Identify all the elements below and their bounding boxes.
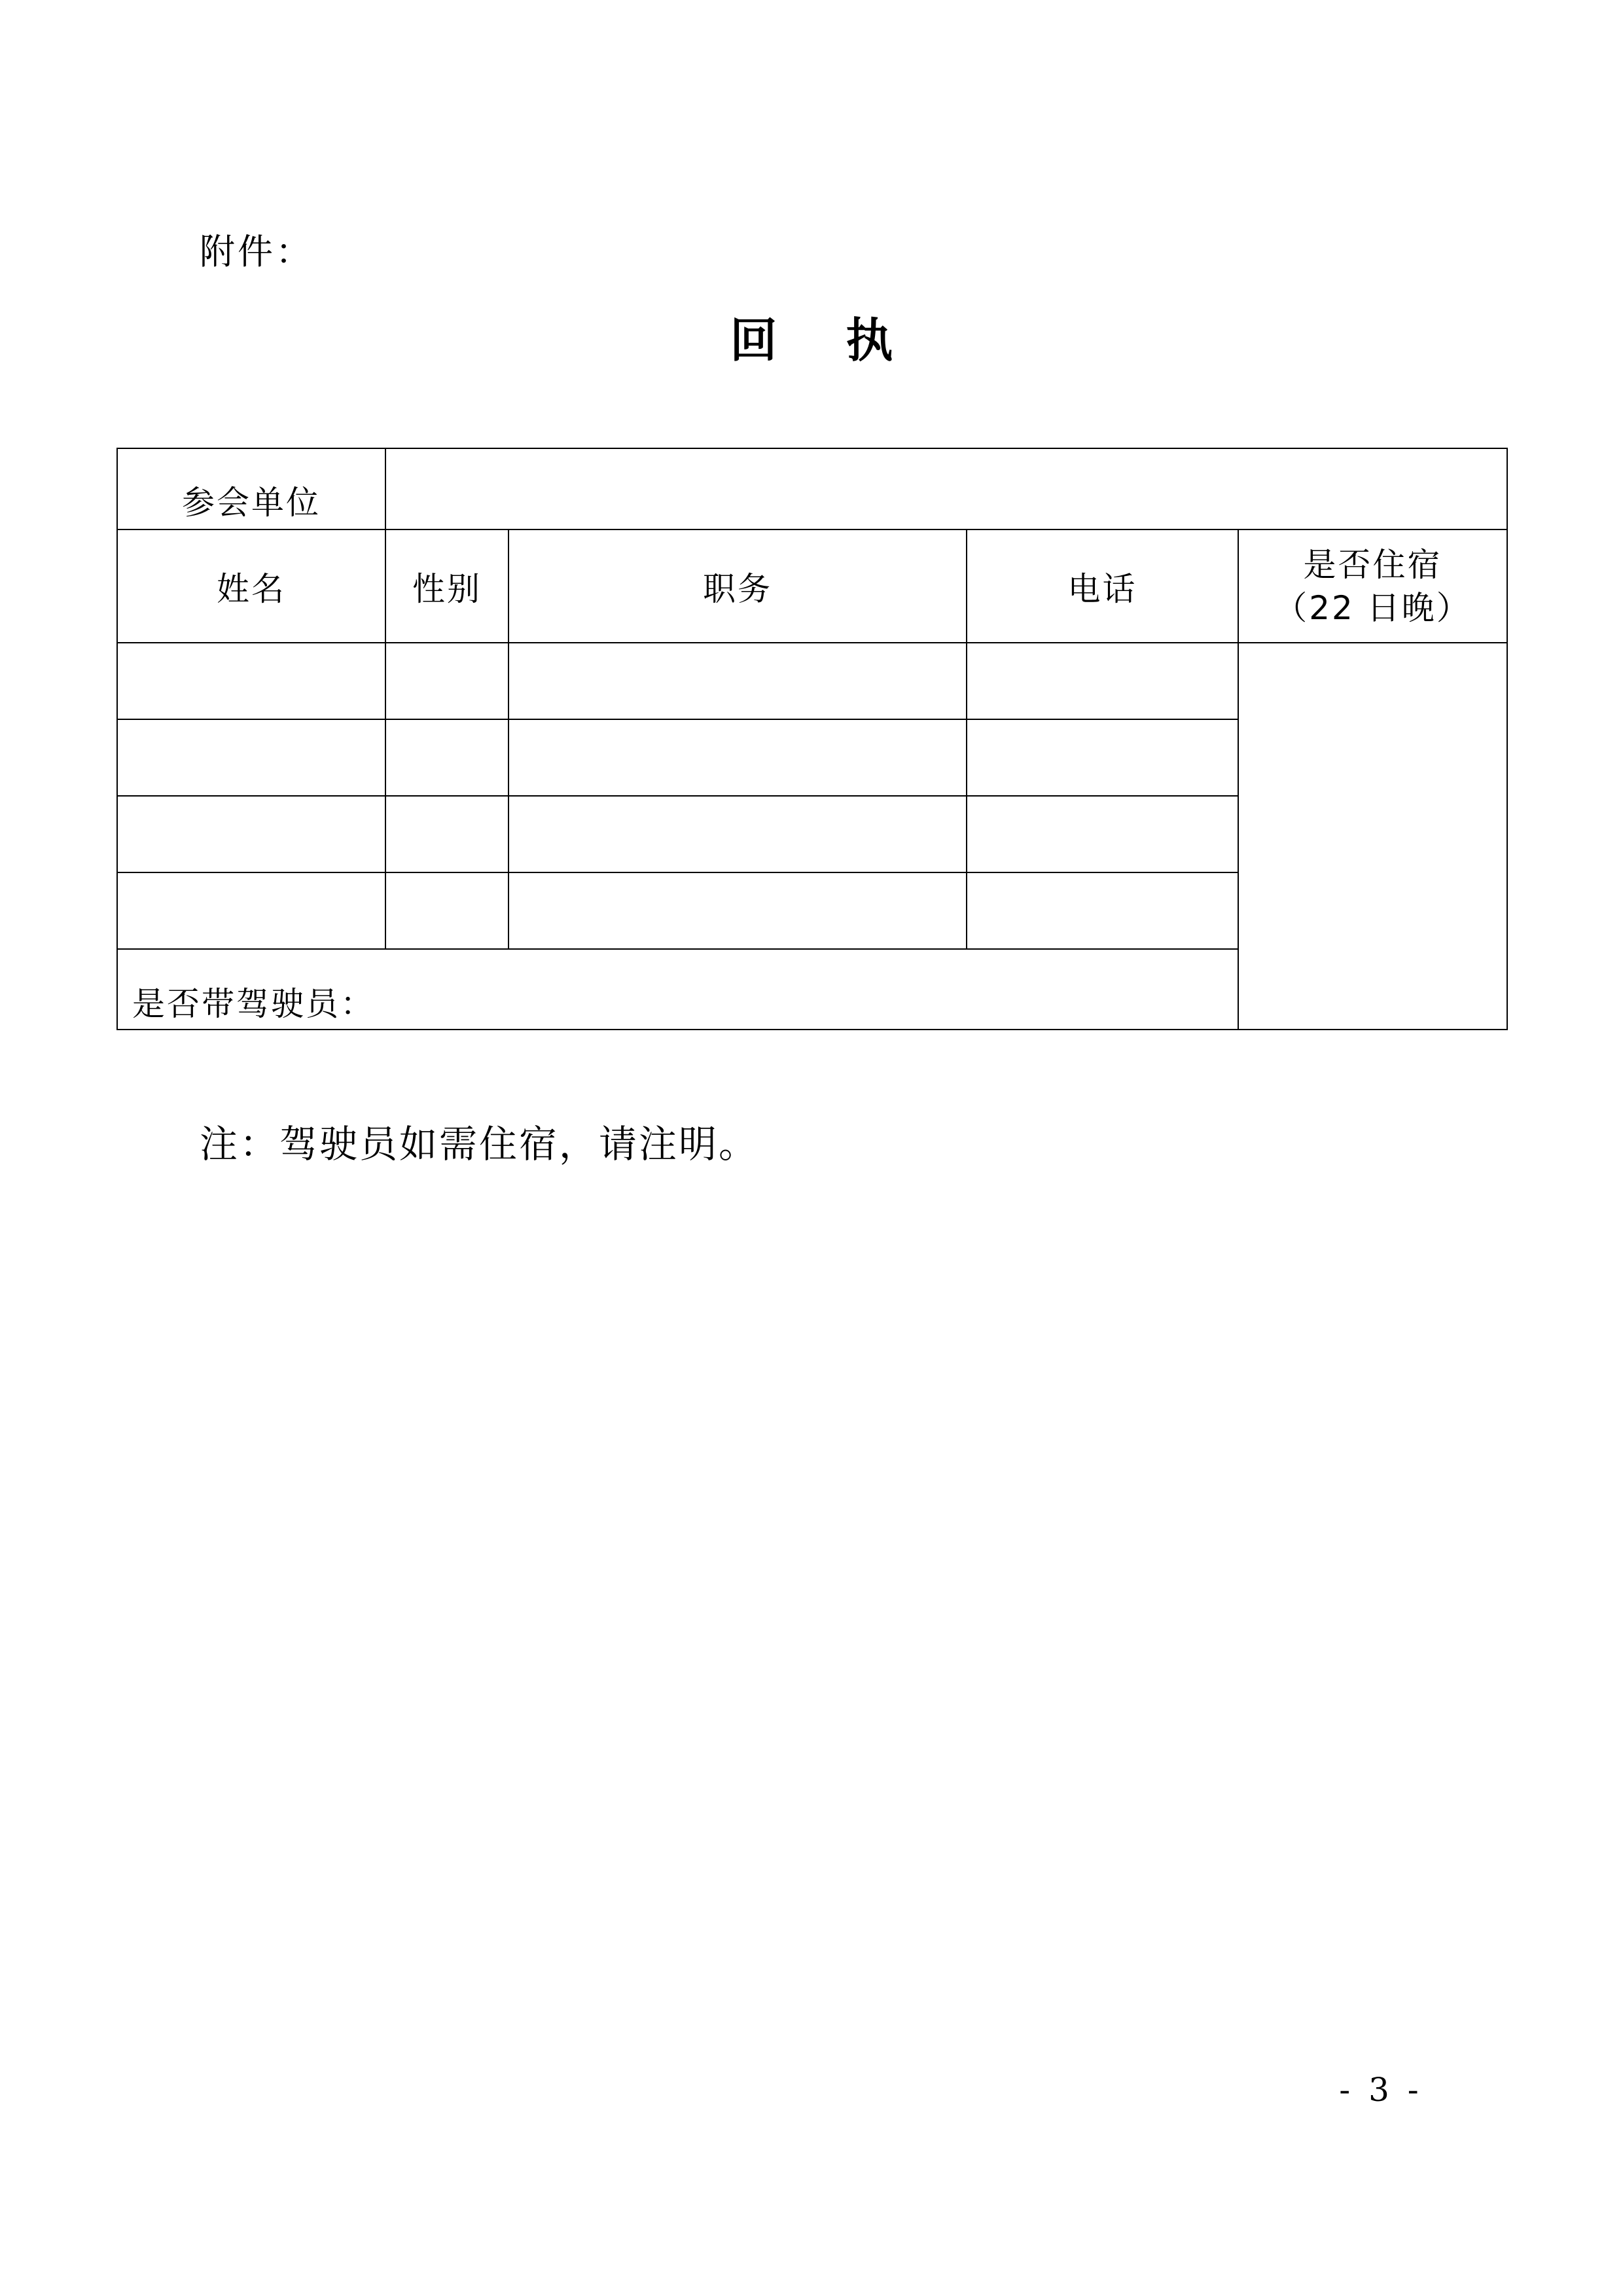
phone-cell[interactable] (967, 719, 1238, 796)
position-cell[interactable] (508, 872, 967, 949)
header-phone: 电话 (967, 529, 1238, 643)
name-cell[interactable] (117, 719, 385, 796)
table-row (117, 643, 1507, 719)
name-cell[interactable] (117, 796, 385, 872)
position-cell[interactable] (508, 719, 967, 796)
header-row (117, 529, 1507, 643)
document-title: 回 执 (730, 312, 919, 368)
header-gender: 性别 (385, 529, 508, 643)
gender-cell[interactable] (385, 643, 508, 719)
page-number: - 3 - (1339, 2071, 1423, 2109)
position-cell[interactable] (508, 796, 967, 872)
name-cell[interactable] (117, 643, 385, 719)
header-position: 职务 (508, 529, 967, 643)
unit-input-cell[interactable] (385, 448, 1507, 529)
header-lodging-line1: 是否住宿 (1303, 545, 1442, 584)
unit-label: 参会单位 (117, 448, 385, 529)
lodging-cell[interactable] (1238, 643, 1507, 1030)
gender-cell[interactable] (385, 719, 508, 796)
driver-field[interactable]: 是否带驾驶员： (117, 949, 1238, 1030)
attachment-label: 附件： (200, 231, 313, 272)
phone-cell[interactable] (967, 872, 1238, 949)
header-lodging-line2: （22 日晚） (1274, 588, 1471, 627)
phone-cell[interactable] (967, 643, 1238, 719)
unit-row (117, 448, 1507, 529)
gender-cell[interactable] (385, 796, 508, 872)
position-cell[interactable] (508, 643, 967, 719)
header-name: 姓名 (117, 529, 385, 643)
header-lodging (1238, 529, 1507, 643)
phone-cell[interactable] (967, 796, 1238, 872)
receipt-form-table (116, 448, 1508, 1030)
note-text: 注：驾驶员如需住宿，请注明。 (200, 1122, 759, 1166)
name-cell[interactable] (117, 872, 385, 949)
gender-cell[interactable] (385, 872, 508, 949)
